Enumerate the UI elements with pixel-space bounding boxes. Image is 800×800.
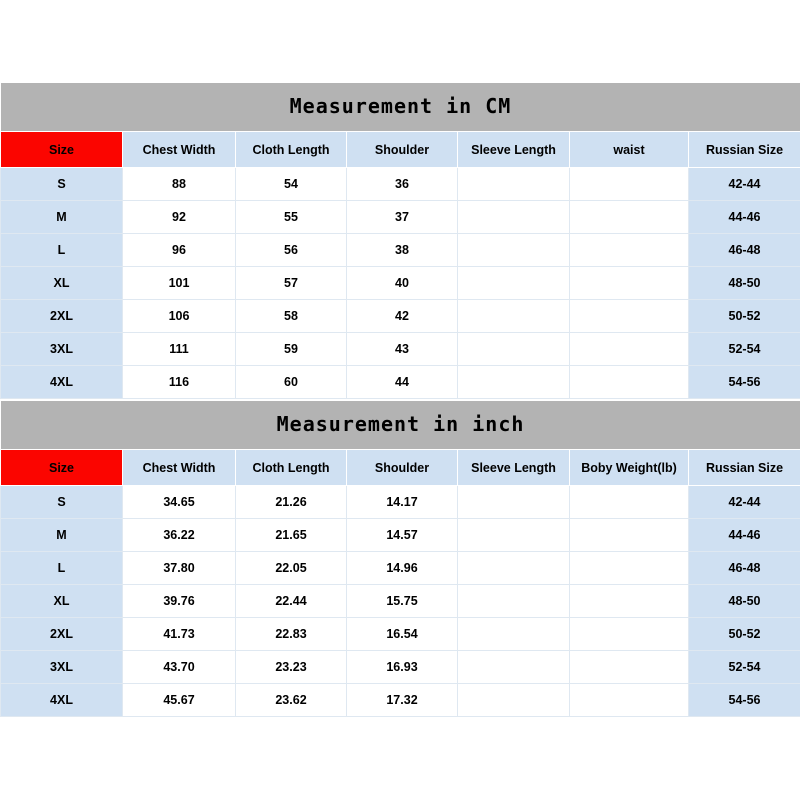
cell-size: 2XL — [1, 300, 123, 333]
column-header-sleeve-length: Sleeve Length — [458, 450, 570, 486]
cell-chest-width: 45.67 — [123, 684, 236, 717]
cell-russian-size: 50-52 — [689, 618, 800, 651]
cell-body-weight — [570, 519, 689, 552]
table-row — [1, 618, 800, 651]
cell-sleeve-length — [458, 618, 570, 651]
cell-body-weight — [570, 618, 689, 651]
cell-sleeve-length — [458, 486, 570, 519]
cell-size: M — [1, 201, 123, 234]
cell-cloth-length: 22.44 — [236, 585, 347, 618]
cell-waist — [570, 366, 689, 399]
cell-size: S — [1, 486, 123, 519]
cell-shoulder: 42 — [347, 300, 458, 333]
cell-size: 4XL — [1, 684, 123, 717]
cell-cloth-length: 21.65 — [236, 519, 347, 552]
table-title-inch: Measurement in inch — [1, 401, 800, 450]
table-row — [1, 585, 800, 618]
column-header-cloth-length: Cloth Length — [236, 132, 347, 168]
table-header-row — [1, 132, 800, 168]
cell-cloth-length: 21.26 — [236, 486, 347, 519]
cell-russian-size: 50-52 — [689, 300, 800, 333]
cell-sleeve-length — [458, 684, 570, 717]
cell-chest-width: 116 — [123, 366, 236, 399]
table-row — [1, 333, 800, 366]
table-row — [1, 552, 800, 585]
cell-chest-width: 111 — [123, 333, 236, 366]
cell-russian-size: 44-46 — [689, 519, 800, 552]
cell-chest-width: 39.76 — [123, 585, 236, 618]
cell-size: 2XL — [1, 618, 123, 651]
cell-shoulder: 14.96 — [347, 552, 458, 585]
cell-shoulder: 44 — [347, 366, 458, 399]
cell-shoulder: 37 — [347, 201, 458, 234]
cell-body-weight — [570, 585, 689, 618]
cell-chest-width: 34.65 — [123, 486, 236, 519]
measurement-table-cm — [0, 83, 800, 399]
cell-chest-width: 101 — [123, 267, 236, 300]
cell-cloth-length: 58 — [236, 300, 347, 333]
cell-shoulder: 14.17 — [347, 486, 458, 519]
cell-russian-size: 52-54 — [689, 333, 800, 366]
table-row — [1, 168, 800, 201]
cell-sleeve-length — [458, 267, 570, 300]
cell-cloth-length: 57 — [236, 267, 347, 300]
cell-sleeve-length — [458, 168, 570, 201]
cell-chest-width: 106 — [123, 300, 236, 333]
cell-waist — [570, 201, 689, 234]
cell-body-weight — [570, 486, 689, 519]
table-row — [1, 519, 800, 552]
table-row — [1, 267, 800, 300]
cell-russian-size: 42-44 — [689, 486, 800, 519]
cell-chest-width: 92 — [123, 201, 236, 234]
cell-chest-width: 96 — [123, 234, 236, 267]
column-header-size: Size — [1, 132, 123, 168]
column-header-chest-width: Chest Width — [123, 132, 236, 168]
cell-waist — [570, 168, 689, 201]
column-header-shoulder: Shoulder — [347, 450, 458, 486]
column-header-body-weight: Boby Weight(lb) — [570, 450, 689, 486]
cell-waist — [570, 333, 689, 366]
cell-chest-width: 36.22 — [123, 519, 236, 552]
table-title-row — [1, 83, 800, 132]
cell-waist — [570, 267, 689, 300]
cell-size: 3XL — [1, 651, 123, 684]
table-row — [1, 684, 800, 717]
cell-chest-width: 43.70 — [123, 651, 236, 684]
table-title-row — [1, 401, 800, 450]
cell-size: XL — [1, 267, 123, 300]
cell-russian-size: 46-48 — [689, 552, 800, 585]
table-row — [1, 201, 800, 234]
cell-body-weight — [570, 684, 689, 717]
cell-sleeve-length — [458, 585, 570, 618]
measurement-table-inch — [0, 401, 800, 717]
cell-sleeve-length — [458, 234, 570, 267]
cell-size: L — [1, 552, 123, 585]
cell-cloth-length: 60 — [236, 366, 347, 399]
cell-sleeve-length — [458, 651, 570, 684]
table-row — [1, 486, 800, 519]
table-row — [1, 651, 800, 684]
cell-size: 4XL — [1, 366, 123, 399]
cell-body-weight — [570, 651, 689, 684]
cell-size: M — [1, 519, 123, 552]
cell-chest-width: 37.80 — [123, 552, 236, 585]
column-header-russian-size: Russian Size — [689, 132, 800, 168]
cell-sleeve-length — [458, 552, 570, 585]
column-header-chest-width: Chest Width — [123, 450, 236, 486]
cell-russian-size: 48-50 — [689, 585, 800, 618]
cell-shoulder: 16.93 — [347, 651, 458, 684]
cell-chest-width: 88 — [123, 168, 236, 201]
cell-size: S — [1, 168, 123, 201]
cell-cloth-length: 56 — [236, 234, 347, 267]
cell-russian-size: 54-56 — [689, 684, 800, 717]
cell-waist — [570, 300, 689, 333]
cell-russian-size: 46-48 — [689, 234, 800, 267]
cell-russian-size: 48-50 — [689, 267, 800, 300]
cell-shoulder: 15.75 — [347, 585, 458, 618]
cell-sleeve-length — [458, 366, 570, 399]
cell-sleeve-length — [458, 300, 570, 333]
cell-russian-size: 54-56 — [689, 366, 800, 399]
cell-shoulder: 43 — [347, 333, 458, 366]
cell-shoulder: 40 — [347, 267, 458, 300]
cell-waist — [570, 234, 689, 267]
cell-shoulder: 14.57 — [347, 519, 458, 552]
cell-cloth-length: 22.05 — [236, 552, 347, 585]
cell-sleeve-length — [458, 201, 570, 234]
column-header-shoulder: Shoulder — [347, 132, 458, 168]
cell-russian-size: 44-46 — [689, 201, 800, 234]
table-title-cm: Measurement in CM — [1, 83, 800, 132]
cell-size: 3XL — [1, 333, 123, 366]
table-row — [1, 234, 800, 267]
cell-size: XL — [1, 585, 123, 618]
cell-shoulder: 16.54 — [347, 618, 458, 651]
column-header-sleeve-length: Sleeve Length — [458, 132, 570, 168]
size-tables-container — [0, 83, 800, 717]
cell-cloth-length: 54 — [236, 168, 347, 201]
cell-body-weight — [570, 552, 689, 585]
cell-cloth-length: 23.62 — [236, 684, 347, 717]
cell-sleeve-length — [458, 333, 570, 366]
cell-chest-width: 41.73 — [123, 618, 236, 651]
cell-shoulder: 36 — [347, 168, 458, 201]
column-header-russian-size: Russian Size — [689, 450, 800, 486]
cell-cloth-length: 22.83 — [236, 618, 347, 651]
cell-russian-size: 42-44 — [689, 168, 800, 201]
table-header-row — [1, 450, 800, 486]
cell-size: L — [1, 234, 123, 267]
cell-sleeve-length — [458, 519, 570, 552]
cell-cloth-length: 55 — [236, 201, 347, 234]
cell-cloth-length: 59 — [236, 333, 347, 366]
cell-shoulder: 38 — [347, 234, 458, 267]
cell-cloth-length: 23.23 — [236, 651, 347, 684]
column-header-waist: waist — [570, 132, 689, 168]
column-header-cloth-length: Cloth Length — [236, 450, 347, 486]
table-row — [1, 366, 800, 399]
cell-russian-size: 52-54 — [689, 651, 800, 684]
table-row — [1, 300, 800, 333]
cell-shoulder: 17.32 — [347, 684, 458, 717]
column-header-size: Size — [1, 450, 123, 486]
